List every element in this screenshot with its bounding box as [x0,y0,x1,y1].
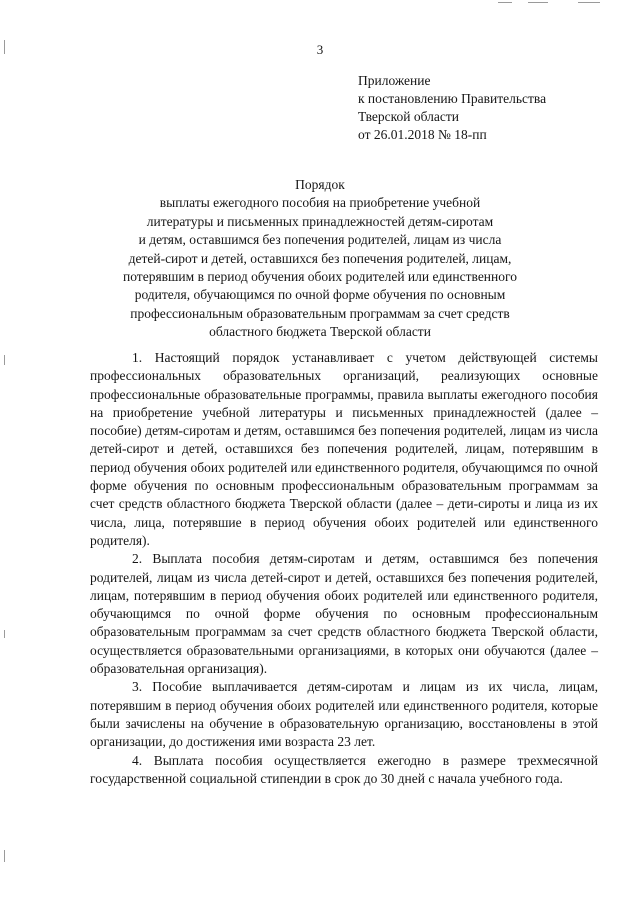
paragraph-2: 2. Выплата пособия детям-сиротам и детям, оставшимся без попечения родителей, лицам из числа детей-сирот и детей, оставшихся без попечения родителей, лицам, потерявшим в период обучения обоих родителей или единственного родителя, обучающимся по очной форме обучения по основным профессиональным образовательным программам за счет средств областного бюджета Тверской области, осуществляется образовательными организациями, в которых они обучаются (далее – образовательная организация). [90,551,598,677]
document-title [0,176,640,342]
scan-artifact [4,630,5,638]
title-line: детей-сирот и детей, оставшихся без попечения родителей, лицам, [128,250,512,266]
title-line: профессиональным образовательным программам за счет средств [130,305,510,321]
appendix-line: от 26.01.2018 № 18-пп [358,127,487,142]
title-line: областного бюджета Тверской области [209,324,431,340]
title-line: литературы и письменных принадлежностей детям-сиротам [146,213,494,229]
title-line: и детям, оставшимся без попечения родителей, лицам из числа [138,232,502,248]
title-line: потерявшим в период обучения обоих родителей или единственного [123,269,517,285]
appendix-line: к постановлению Правительства [358,91,547,106]
title-line: родителя, обучающимся по очной форме обучения по основным [134,287,506,303]
paragraph-3: 3. Пособие выплачивается детям-сиротам и лицам из их числа, лицам, потерявшим в период обучения обоих родителей или единственного родителя, которые были зачислены на обучение в образовательную организацию, восстановлены в этой организации, до достижения ими возраста 23 лет. [90,679,598,750]
document-body [90,349,598,788]
scan-artifact [528,2,548,3]
page-number: 3 [316,42,324,57]
scan-artifact [4,850,5,862]
title-line: Порядок [295,177,345,192]
appendix-line: Тверской области [358,109,459,124]
appendix-line: Приложение [358,73,431,88]
appendix-block [358,72,628,144]
scan-artifact [498,2,512,3]
title-line: выплаты ежегодного пособия на приобретение учебной [159,195,481,211]
paragraph-1: 1. Настоящий порядок устанавливает с учетом действующей системы профессиональных образовательных организаций, реализующих основные профессиональные образовательные программы, правила выплаты ежегодного пособия на приобретение учебной литературы и письменных принадлежностей (далее – пособие) детям-сиротам и детям, оставшимся без попечения родителей, лицам из числа детей-сирот и детей, оставшихся без попечения родителей, лицам, потерявшим в период обучения обоих родителей или единственного родителя, обучающимся по очной форме обучения по основным профессиональным образовательным программам за счет средств областного бюджета Тверской области (далее – дети-сироты и лица из их числа, лица, потерявшие в период обучения обоих родителей или единственного родителя). [90,350,598,548]
scan-artifact [578,2,600,3]
scan-artifact [4,355,5,365]
paragraph-4: 4. Выплата пособия осуществляется ежегодно в размере трехмесячной государственной социальной стипендии в срок до 30 дней с начала учебного года. [90,752,598,786]
